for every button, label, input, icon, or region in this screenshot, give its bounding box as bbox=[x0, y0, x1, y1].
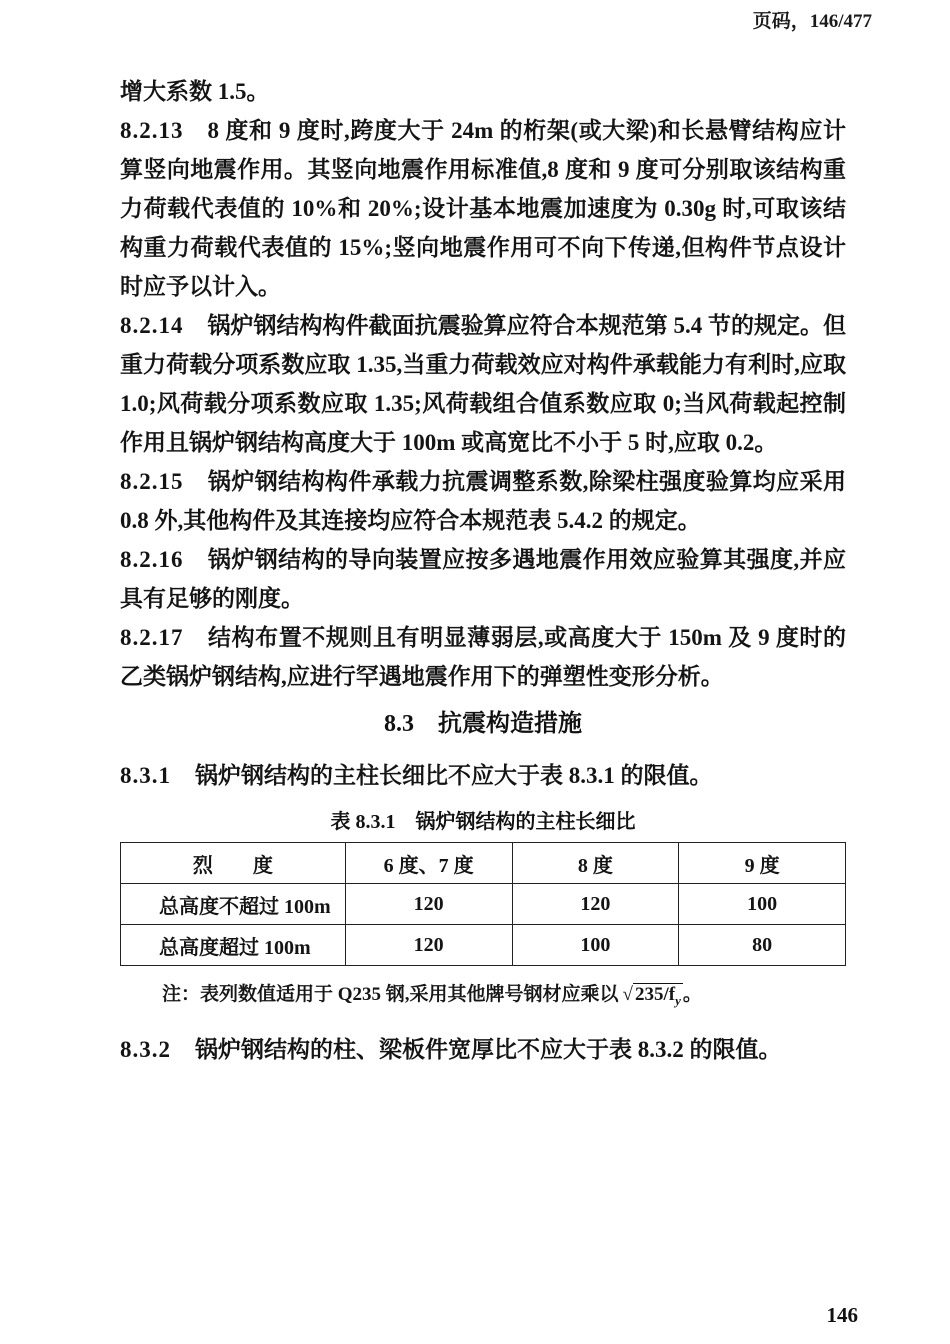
sqrt-symbol: √ bbox=[622, 984, 633, 1005]
note-label: 注： bbox=[162, 984, 201, 1005]
note-text: 表列数值适用于 Q235 钢,采用其他牌号钢材应乘以 bbox=[200, 984, 619, 1005]
clause-8-2-14 bbox=[120, 306, 846, 462]
clause-8-2-17 bbox=[120, 618, 846, 696]
table-cell: 120 bbox=[345, 925, 512, 966]
clause-text: 锅炉钢结构构件截面抗震验算应符合本规范第 5.4 节的规定。但重力荷载分项系数应取 1.35,当重力荷载效应对构件承载能力有利时,应取 1.0;风荷载分项系数应取 1.35;风荷载组合值系数应取 0;当风荷载起控制作用且锅炉钢结构高度大于 100m 或高宽比不小于 5 时,应取 0.2。 bbox=[120, 313, 846, 455]
table-row-label: 总高度不超过 100m bbox=[121, 884, 346, 925]
table-cell: 120 bbox=[345, 884, 512, 925]
clause-number: 8.3.2 bbox=[120, 1036, 171, 1062]
page-footer bbox=[827, 1303, 859, 1328]
table-row bbox=[121, 925, 846, 966]
clause-8-2-13 bbox=[120, 111, 846, 306]
clause-8-2-15 bbox=[120, 462, 846, 540]
table-cell: 120 bbox=[512, 884, 679, 925]
clause-text: 结构布置不规则且有明显薄弱层,或高度大于 150m 及 9 度时的乙类锅炉钢结构,应进行罕遇地震作用下的弹塑性变形分析。 bbox=[120, 625, 846, 689]
formula-radicand bbox=[633, 983, 683, 1008]
section-heading: 8.3 抗震构造措施 bbox=[384, 711, 582, 737]
clause-text: 锅炉钢结构的导向装置应按多遇地震作用效应验算其强度,并应具有足够的刚度。 bbox=[120, 547, 846, 611]
document-content bbox=[120, 72, 846, 1069]
page-number: 146 bbox=[826, 1303, 858, 1327]
table-header-cell: 9 度 bbox=[679, 843, 846, 884]
clause-text: 8 度和 9 度时,跨度大于 24m 的桁架(或大梁)和长悬臂结构应计算竖向地震作用。其竖向地震作用标准值,8 度和 9 度可分别取该结构重力荷载代表值的 10%和 20%;设计基本地震加速度为 0.30g 时,可取该结构重力荷载代表值的 15%;竖向地震作用可不向下传递,但构件节点设计时应予以计入。 bbox=[120, 118, 846, 299]
table-header-cell: 烈 度 bbox=[121, 843, 346, 884]
formula-subscript: y bbox=[675, 992, 681, 1008]
table-cell: 100 bbox=[679, 884, 846, 925]
table-cell: 100 bbox=[512, 925, 679, 966]
slenderness-limits-table bbox=[120, 842, 846, 966]
note-suffix: 。 bbox=[682, 984, 702, 1005]
page-header bbox=[753, 6, 872, 33]
formula-numerator: 235/f bbox=[634, 984, 676, 1005]
paragraph-continuation bbox=[120, 72, 846, 111]
table-row bbox=[121, 884, 846, 925]
clause-text: 锅炉钢结构构件承载力抗震调整系数,除梁柱强度验算均应采用 0.8 外,其他构件及其连接均应符合本规范表 5.4.2 的规定。 bbox=[120, 469, 846, 533]
clause-8-2-16 bbox=[120, 540, 846, 618]
clause-number: 8.2.14 bbox=[120, 313, 184, 338]
table-header-cell: 6 度、7 度 bbox=[345, 843, 512, 884]
table-caption: 表 8.3.1 锅炉钢结构的主柱长细比 bbox=[330, 811, 636, 833]
table-note bbox=[120, 980, 846, 1016]
page-indicator: 页码，146/477 bbox=[752, 11, 872, 32]
table-row-label: 总高度超过 100m bbox=[121, 925, 346, 966]
clause-8-3-1 bbox=[120, 756, 846, 795]
table-header-cell: 8 度 bbox=[512, 843, 679, 884]
clause-number: 8.2.15 bbox=[120, 469, 184, 494]
table-header-row bbox=[121, 843, 846, 884]
clause-text: 锅炉钢结构的主柱长细比不应大于表 8.3.1 的限值。 bbox=[195, 763, 713, 788]
table-cell: 80 bbox=[679, 925, 846, 966]
clause-number: 8.2.13 bbox=[120, 118, 184, 143]
clause-number: 8.2.16 bbox=[120, 547, 184, 572]
clause-text: 增大系数 1.5。 bbox=[120, 79, 270, 104]
clause-number: 8.2.17 bbox=[120, 625, 184, 650]
clause-text: 锅炉钢结构的柱、梁板件宽厚比不应大于表 8.3.2 的限值。 bbox=[195, 1036, 782, 1062]
clause-number: 8.3.1 bbox=[120, 763, 171, 788]
clause-8-3-2 bbox=[120, 1030, 846, 1069]
